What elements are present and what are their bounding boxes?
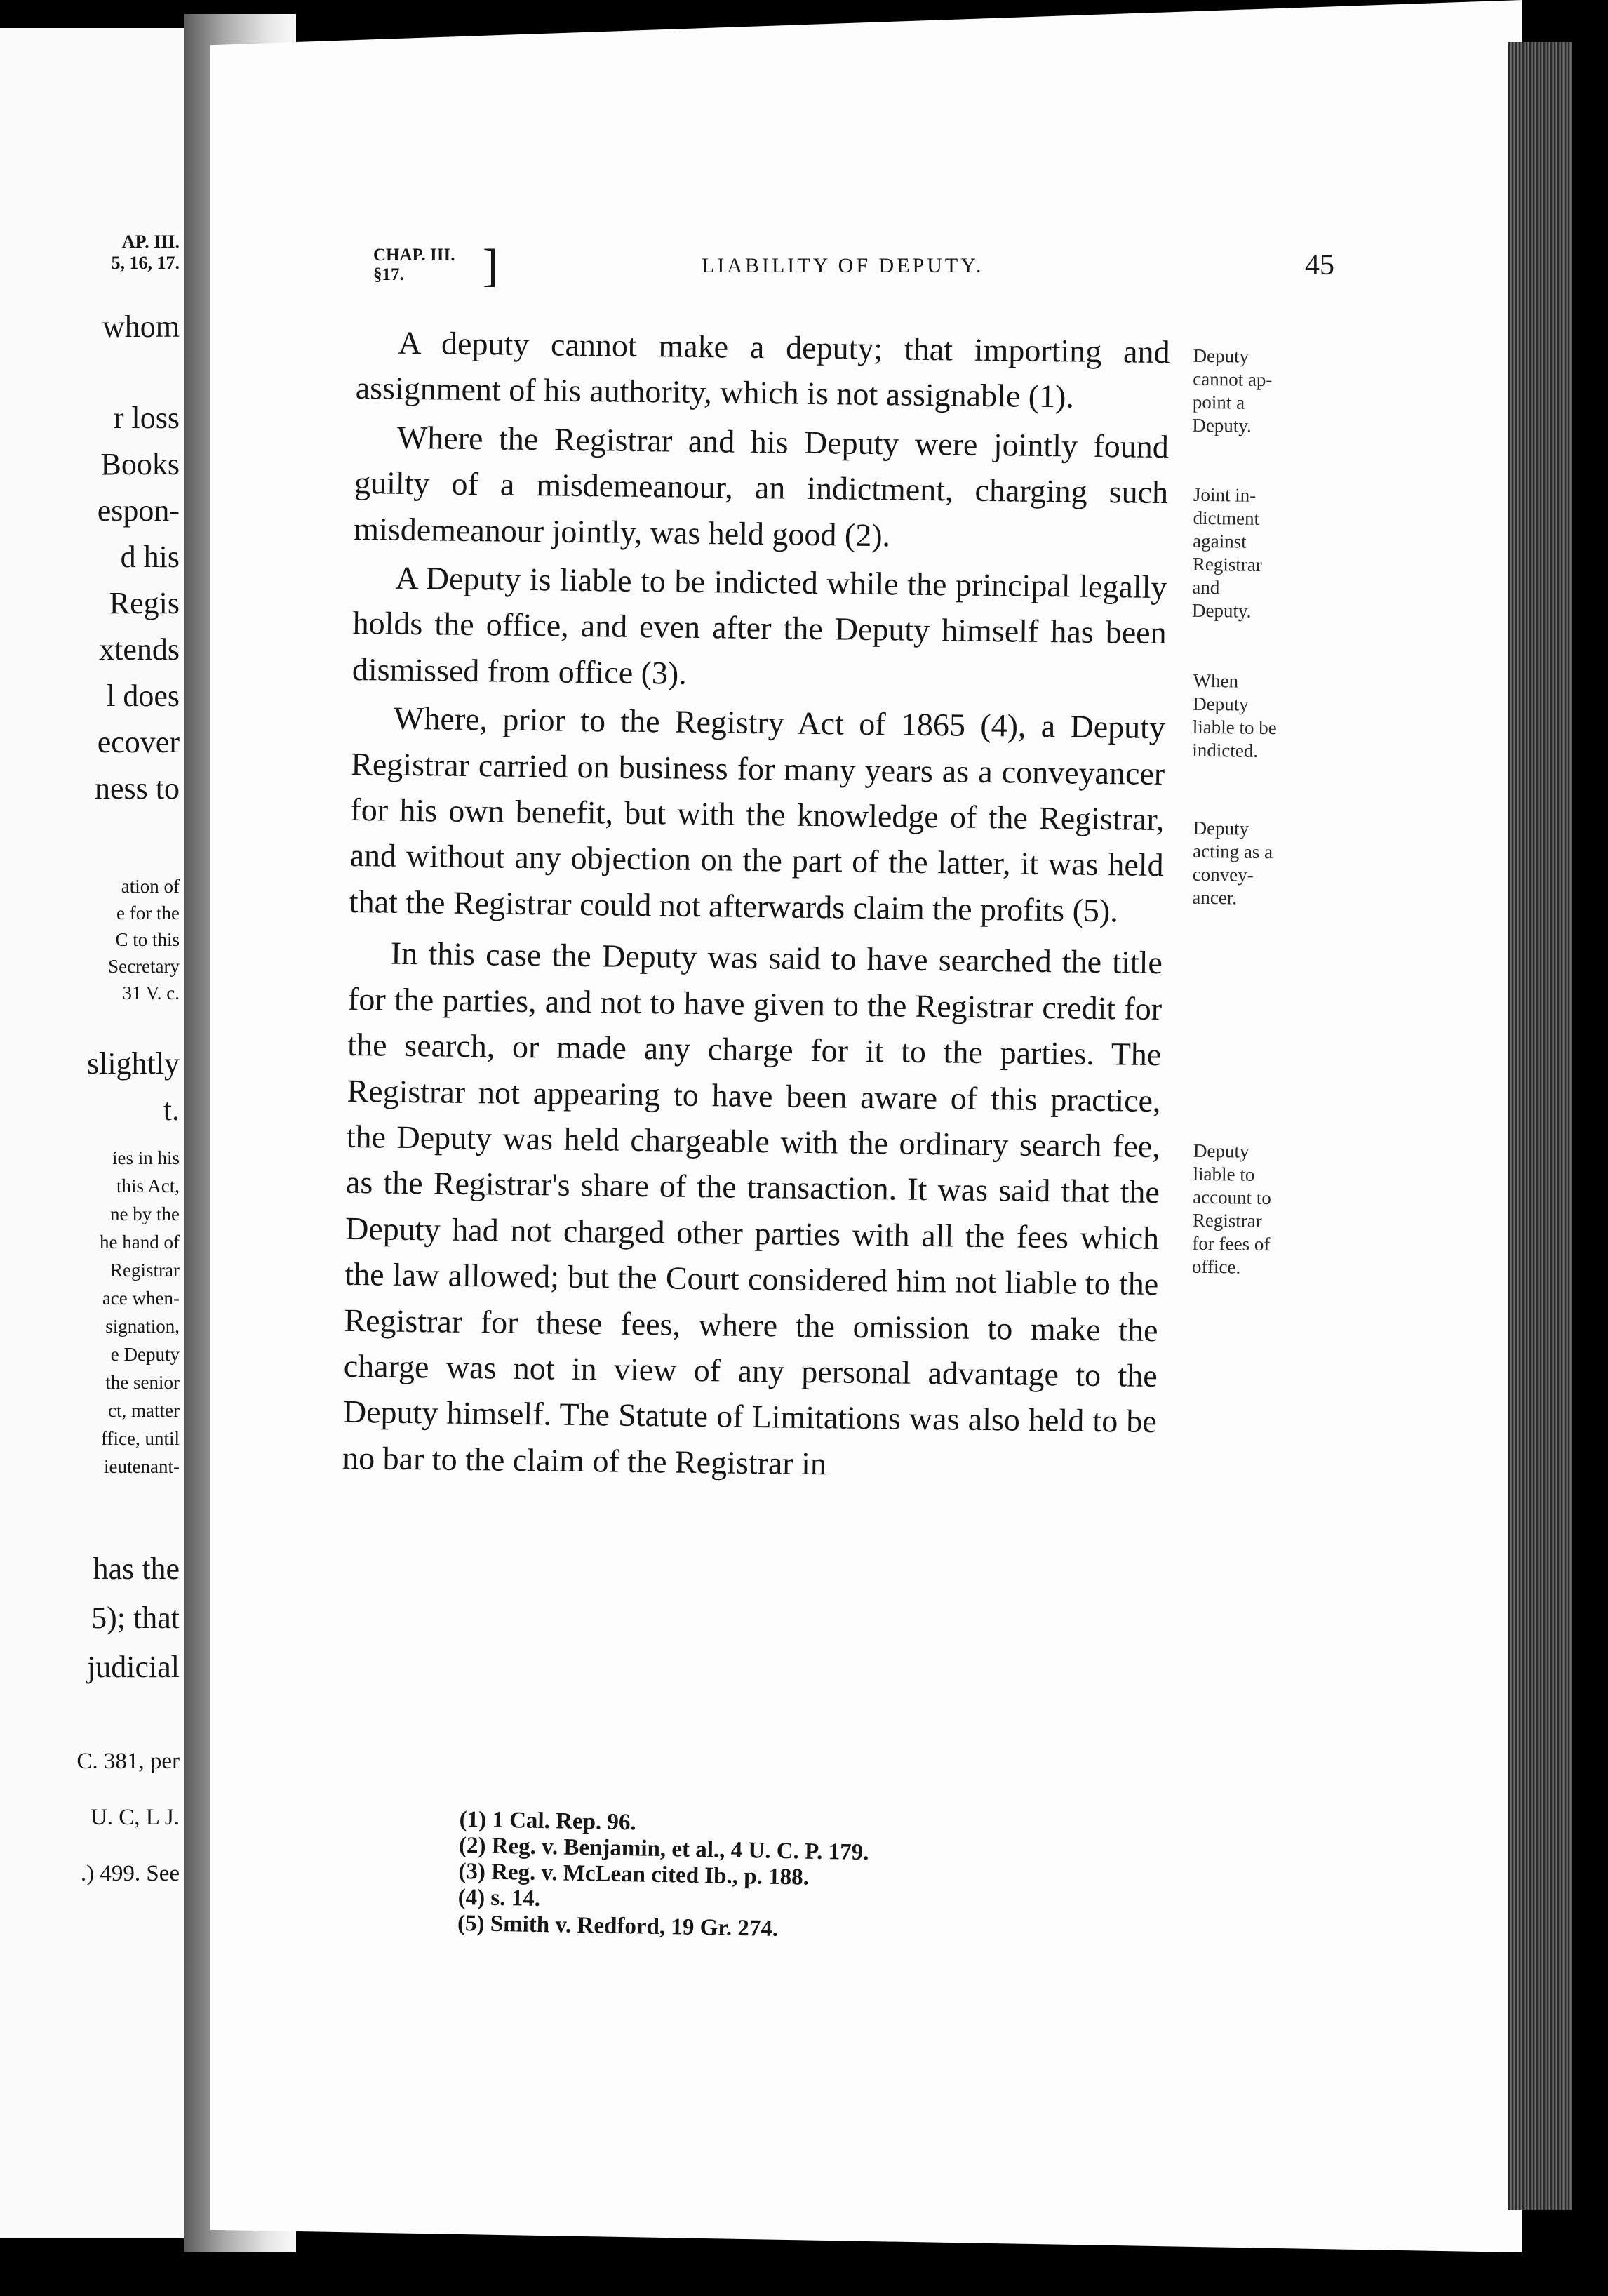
bracket-glyph: ] — [483, 240, 498, 291]
left-footnote-line: 31 V. c. — [122, 982, 180, 1003]
running-head — [365, 240, 1375, 302]
left-footnote-line: Registrar — [110, 1260, 180, 1281]
left-footnote-line: e Deputy — [110, 1344, 180, 1365]
left-text-line: l does — [107, 679, 180, 713]
left-text-line: r loss — [113, 401, 180, 435]
left-footnote-line: Secretary — [108, 956, 180, 977]
paragraph: Where, prior to the Registry Act of 1865 (4), a Deputy Registrar carried on business for many years as a conveyancer for his own benefit, but with the knowledge of the Registrar, and without any objection on the part of the latter, it was held that the Registrar could not afterwards claim the profits (5). — [349, 700, 1166, 929]
left-text-line: d his — [120, 540, 180, 574]
sidenote-joint-indictment: Joint in- dictment against Registrar and Deputy. — [1191, 483, 1262, 622]
running-head-chapter: CHAP. III. §17. — [373, 246, 455, 284]
left-page-fragment — [0, 28, 196, 2238]
left-footnote-line: .) 499. See — [80, 1861, 180, 1886]
page-number: 45 — [1305, 249, 1334, 281]
sidenote-deputy-cannot-appoint: Deputy cannot ap- point a Deputy. — [1192, 345, 1273, 436]
left-text-line: ecover — [97, 725, 180, 759]
footnote: (1) 1 Cal. Rep. 96. — [459, 1807, 637, 1836]
paragraph: Where the Registrar and his Deputy were jointly found guilty of a misdemeanour, an indictment, charging such misdemeanour jointly, was held good (2). — [354, 419, 1170, 553]
left-text-line: xtends — [99, 632, 180, 667]
paragraph: A Deputy is liable to be indicted while the principal legally holds the office, and even after the Deputy himself has been dismissed from office (3). — [351, 559, 1167, 691]
page-edges — [1508, 42, 1572, 2210]
body-text — [342, 319, 1170, 1490]
footnote: (2) Reg. v. Benjamin, et al., 4 U. C. P. 179. — [458, 1832, 869, 1866]
left-footnote-line: the senior — [105, 1372, 180, 1393]
left-footnote-line: ffice, until — [101, 1428, 180, 1449]
footnote: (4) s. 14. — [457, 1884, 541, 1912]
left-footnote-line: ne by the — [110, 1203, 180, 1224]
left-footnote-line: signation, — [105, 1316, 180, 1337]
left-text-line: judicial — [87, 1650, 180, 1684]
left-footnote-line: ation of — [121, 876, 180, 897]
left-text-line: whom — [102, 309, 180, 344]
left-text-line: espon- — [97, 493, 180, 528]
sidenote-deputy-conveyancer: Deputy acting as a convey- ancer. — [1192, 817, 1273, 909]
footnotes — [457, 1807, 1021, 1947]
left-footnote-line: ct, matter — [108, 1400, 180, 1421]
left-text-line: slightly — [86, 1046, 180, 1081]
left-header-line: AP. III. — [121, 232, 180, 252]
footnote: (5) Smith v. Redford, 19 Gr. 274. — [457, 1910, 779, 1942]
left-footnote-line: U. C, L J. — [90, 1805, 180, 1830]
sidenote-when-deputy-liable: When Deputy liable to be indicted. — [1192, 669, 1277, 761]
left-footnote-line: ieutenant- — [104, 1456, 180, 1477]
left-footnote-line: C. 381, per — [76, 1749, 180, 1774]
running-head-title: LIABILITY OF DEPUTY. — [702, 254, 984, 277]
left-footnote-line: ace when- — [102, 1288, 180, 1309]
left-footnote-line: C to this — [115, 929, 180, 950]
left-text-line: has the — [93, 1551, 180, 1586]
left-footnote-line: e for the — [116, 902, 180, 923]
footnote: (3) Reg. v. McLean cited Ib., p. 188. — [458, 1858, 810, 1890]
paragraph: A deputy cannot make a deputy; that importing and assignment of his authority, which is not assignable (1). — [355, 324, 1170, 415]
left-text-line: ness to — [95, 771, 180, 806]
paragraph: In this case the Deputy was said to have searched the title for the parties, and not to have given to the Registrar credit for the search, or made any charge for it to the parties. The Registrar not appearing to have been aware of this practice, the Deputy was held chargeable with the ordinary search fee, as the Registrar's share of the transaction. It was said that the Deputy had not charged other parties with all the fees which the law allowed; but the Court considered him not liable to the Registrar for these fees, where the omission to make the charge was not in view of any personal advantage to the Deputy himself. The Statute of Limitations was also held to be no bar to the claim of the Registrar in — [342, 935, 1163, 1482]
left-header-line: 5, 16, 17. — [111, 253, 180, 273]
left-text-line: Books — [100, 447, 180, 481]
left-footnote-line: ies in his — [112, 1147, 180, 1168]
left-text-line: t. — [163, 1093, 180, 1127]
sidenote-deputy-account-fees: Deputy liable to account to Registrar for fees of office. — [1191, 1140, 1272, 1278]
left-text-line: Regis — [109, 586, 180, 620]
left-footnote-line: he hand of — [100, 1232, 180, 1253]
left-footnote-line: this Act, — [116, 1175, 180, 1196]
left-text-line: 5); that — [91, 1601, 180, 1635]
